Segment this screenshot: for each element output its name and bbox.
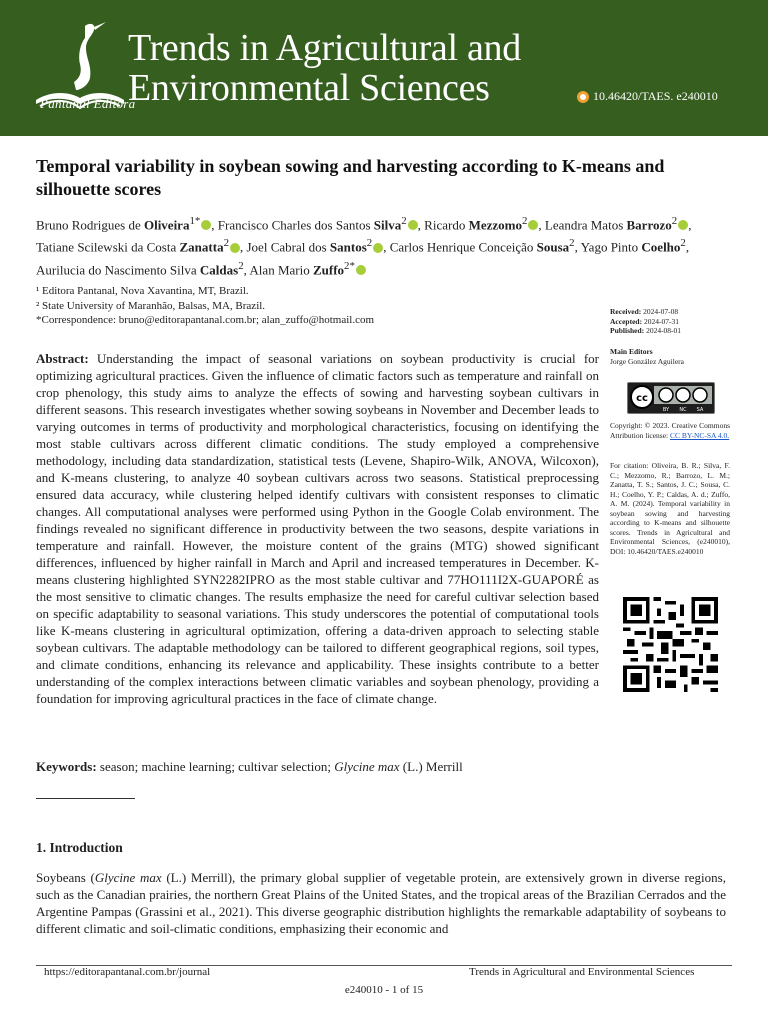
doi-icon	[577, 91, 589, 103]
orcid-icon[interactable]	[373, 243, 383, 253]
abstract-label: Abstract:	[36, 351, 89, 366]
main-editors: Main Editors Jorge González Aguilera	[610, 347, 685, 366]
affiliation-1: ¹ Editora Pantanal, Nova Xavantina, MT, Brazil.	[36, 285, 249, 297]
copyright-notice: Copyright: © 2023. Creative Commons Attribution license: CC BY-NC-SA 4.0.	[610, 421, 730, 440]
doi-text[interactable]: 10.46420/TAES. e240010	[593, 89, 718, 103]
license-link[interactable]: CC BY-NC-SA 4.0.	[670, 430, 730, 440]
journal-header	[0, 0, 768, 136]
citation-note: For citation: Oliveira, B. R.; Silva, F. C.; Mezzomo, R.; Barrozo, L. M.; Zanatta, T. S.; Santos, J. C.; Sousa, C. H.; Coelho, Y. P.; Caldas, A. d.; Zuffo, A. M. (2024). Temporal variability in soybean sowing and harvesting according to K-means and silhouette scores. Trends in Agricultural and Environmental Sciences, (e240010), DOI: 10.46420/TAES.e240010	[610, 461, 730, 556]
qr-code-icon[interactable]	[623, 597, 718, 692]
correspondence: *Correspondence: bruno@editorapantanal.com.br; alan_zuffo@hotmail.com	[36, 314, 375, 326]
footer-url[interactable]: https://editorapantanal.com.br/journal	[44, 966, 211, 978]
svg-text:SA: SA	[696, 407, 704, 413]
orcid-icon[interactable]	[201, 220, 211, 230]
cc-license-badge-icon[interactable]	[627, 382, 715, 414]
journal-title-line1: Trends in Agricultural and	[128, 27, 521, 69]
orcid-icon[interactable]	[408, 220, 418, 230]
orcid-icon[interactable]	[230, 243, 240, 253]
orcid-icon[interactable]	[528, 220, 538, 230]
publisher-name: Pantanal Editora	[40, 96, 136, 111]
orcid-icon[interactable]	[356, 265, 366, 275]
section-heading-introduction: 1. Introduction	[36, 840, 123, 855]
section-divider	[36, 798, 135, 799]
orcid-icon[interactable]	[678, 220, 688, 230]
journal-title-line2: Environmental Sciences	[128, 67, 490, 109]
svg-text:BY: BY	[662, 407, 670, 413]
footer-journal: Trends in Agricultural and Environmental Sciences	[469, 966, 695, 978]
affiliation-2: ² State University of Maranhão, Balsas, MA, Brazil.	[36, 299, 266, 312]
abstract-text: Understanding the impact of seasonal variations on soybean productivity is crucial for optimizing agricultural practices. Given the influence of climatic factors such as temperature and rainfall on crop phenology, this study aims to analyze the effects of sowing and harvesting soybean cultivars in different seasons. This research investigates whether sowing soybeans in November and December leads to varying outcomes in terms of productivity and morphological characteristics, focusing on identifying the most stable cultivars across different climatic conditions. The study employed a comprehensive methodology, including data standardization, statistical tests (Levene, Shapiro-Wilk, ANOVA, Wilcoxon), and K-means clustering, to analyze 40 soybean cultivars across two seasons. Statistical preprocessing ensured data accuracy, while clustering helped identify cultivars with consistent responses to climatic changes. All computational analyses were performed using Python in the Google Colab environment. The findings revealed no significant difference in productivity between the two seasons, despite variations in temperature and rainfall. However, the moisture content of the grains (MTG) showed significant differences, influenced by higher rainfall in March and April and increased temperatures in December. K-means clustering highlighted SYN2282IPRO as the most stable cultivar and 77HO111I2X-GUAPORÉ as the most sensitive to climatic changes. The results emphasize the need for careful cultivar selection based on specific adaptability to seasonal variations. This study underscores the potential of computational tools like K-means clustering in agricultural optimization, offering a data-driven approach to selecting stable soybean cultivars. The adaptable methodology can be tailored to different geographical regions, soil types, and climate conditions, enhancing its relevance and applicability. These insights contribute to a better understanding of the complex interactions between climatic variables and soybean phenology, providing a foundation for improving agricultural practices in the face of climate change.	[36, 351, 599, 706]
author-list: Bruno Rodrigues de Oliveira$^{1*}$ , Francisco Charles dos Santos Silva$^2$ , Ricardo Mezzomo$^2$ , Leandra Matos Barrozo$^2$ , Tatiane Scilewski da Costa Zanatta$^2$ , Joel Cabral dos Santos$^2$ , Carlos Henrique Conceição Sousa$^2$, Yago Pinto Coelho$^2$, Auriluciа do Nascimento Silva Caldas$^2$, Alan Mario Zuffo$^{2*}$	[36, 215, 692, 277]
svg-text:NC: NC	[679, 407, 687, 413]
page-number: e240010 - 1 of 15	[344, 984, 424, 996]
svg-text:cc: cc	[636, 393, 648, 404]
introduction-paragraph: Soybeans (Glycine max (L.) Merrill), the primary global supplier of vegetable protein, are extensively grown in diverse regions, such as the Canadian prairies, the northern Great Plains of the United States, and the tropical areas of the Brazilian Cerrados and the Argentine Pampas (Grassini et al., 2021). This diverse geographic distribution highlights the remarkable adaptability of soybeans to different climatic and soil-climatic conditions, emphasizing their economic and	[36, 870, 726, 936]
affiliations	[36, 284, 596, 328]
article-dates: Received: 2024-07-08 Accepted: 2024-07-31 Published: 2024-08-01	[610, 307, 682, 335]
keywords: Keywords: season; machine learning; cultivar selection; Glycine max (L.) Merrill	[36, 759, 463, 774]
journal-title	[128, 28, 521, 108]
article-title: Temporal variability in soybean sowing and harvesting according to K-means and silhouette scores	[36, 156, 665, 199]
doi-header[interactable]	[577, 89, 718, 104]
abstract	[36, 350, 599, 707]
